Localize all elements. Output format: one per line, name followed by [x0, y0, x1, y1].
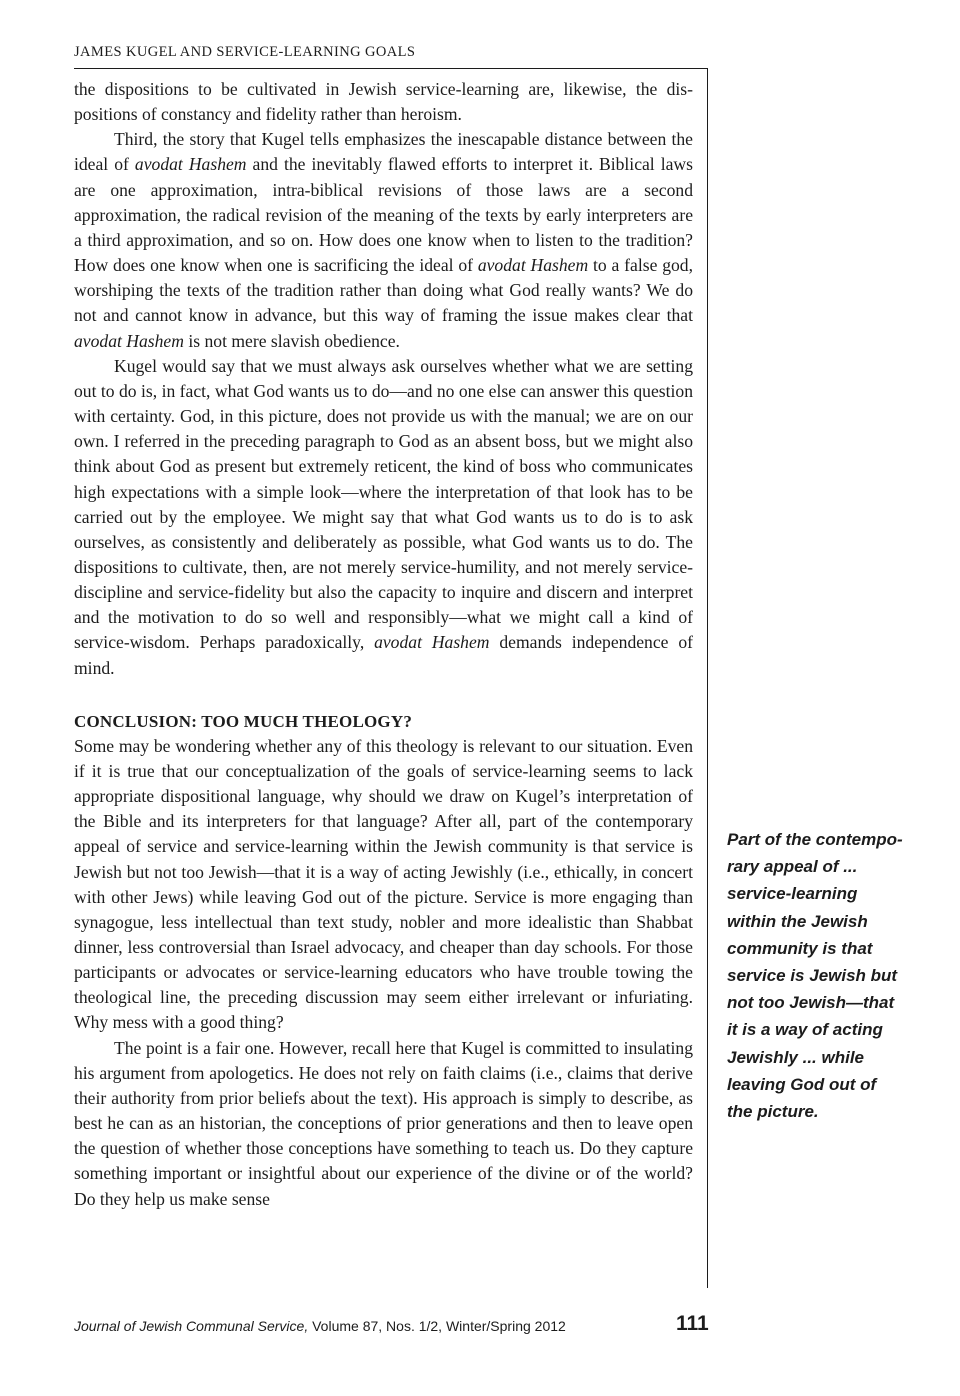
text-run: to a false god, worshiping the texts of the tradition rather than doing what God really wants? We do not and cannot know in advance, but this way of framing the issue makes clear that — [74, 255, 693, 326]
text-run: demands independence of mind. — [74, 632, 693, 678]
top-rule — [74, 68, 708, 69]
text-run: Third, the story that Kugel tells emphasizes the inescapable distance between the ideal of — [74, 129, 693, 175]
page-number: 111 — [676, 1312, 709, 1335]
text-run: is not mere slavish obedience. — [183, 330, 400, 351]
paragraph — [74, 127, 693, 353]
body-column — [74, 77, 693, 1212]
pull-quote: Part of the contemporary appeal of ... service-learning within the Jewish community is that service is Jewish but not too Jewish—that it is a way of acting Jewishly ... while leaving God out of the picture. — [727, 830, 903, 1122]
paragraph — [74, 77, 693, 127]
paragraph — [74, 1036, 693, 1212]
section-gap — [74, 681, 693, 709]
section-heading: CONCLUSION: TOO MUCH THEOLOGY? — [74, 711, 413, 731]
text-run: the dispositions to be cultivated in Jewish service-learning are, likewise, the dispositions of constancy and fidelity rather than heroism. — [74, 79, 693, 125]
footer-issue: Volume 87, Nos. 1/2, Winter/Spring 2012 — [308, 1318, 566, 1334]
italic-term: avodat Hashem — [477, 255, 589, 276]
running-head: JAMES KUGEL AND SERVICE-LEARNING GOALS — [74, 44, 416, 60]
text-run: Kugel would say that we must always ask ourselves whether what we are setting out to do is, in fact, what God wants us to do—and no one else can answer this question with certainty. God, in this picture, does not provide us with the manual; we are on our own. I referred in the preceding paragraph to God as an absent boss, but we might also think about God as present but extremely reticent, the kind of boss who communicates high expectations with a simple look—where the interpretation of that look has to be carried out by the employee. We might say that what God wants us to do is to ask ourselves, as consistently and deliberately as possible, what God wants us to do. The dispositions to cultivate, then, are not merely service-humility, and not merely service-discipline and service-fidelity but also the capacity to inquire and discern and interpret and the motivation to do so well and responsibly—what we might call a kind of service-wisdom. Perhaps paradoxically, — [74, 355, 693, 653]
footer-journal-title: Journal of Jewish Communal Service, — [74, 1318, 309, 1334]
bottom-paragraphs — [74, 734, 693, 1212]
top-paragraphs — [74, 77, 693, 681]
paragraph — [74, 734, 693, 1036]
footer-citation — [74, 1318, 566, 1334]
text-run: The point is a fair one. However, recall here that Kugel is committed to insulating his argument from apologetics. He does not rely on faith claims (i.e., claims that derive their authority from prior beliefs about the text). His approach is simply to describe, as best he can as an historian, the conceptions of prior generations and then to leave open the question of whether those conceptions have something to teach us. Do they capture something important or insightful about our experience of the divine or of the world? Do they help us make sense — [74, 1037, 693, 1209]
paragraph — [74, 354, 693, 681]
italic-term: avodat Hashem — [134, 154, 247, 175]
side-rule — [707, 68, 708, 1288]
text-run: and the inevitably flawed efforts to interpret it. Biblical laws are one approximation, intra-biblical revisions of those laws are a second approximation, the radical revision of the meaning of the texts by early interpreters are a third approximation, and so on. How does one know when to listen to the tradition? How does one know when one is sacrificing the ideal of — [74, 154, 693, 276]
italic-term: avodat Hashem — [74, 330, 184, 351]
italic-term: avodat Hashem — [374, 632, 490, 653]
text-run: Some may be wondering whether any of this theology is relevant to our situation. Even if it is true that our conceptualization of the goals of service-learning seems to lack appropriate dispositional language, why should we draw on Kugel’s interpretation of the Bible and its interpreters for that language? After all, part of the contemporary appeal of service and service-learning within the Jewish community is that service is Jewish but not too Jewish—that it is a way of acting Jewishly (i.e., ethically, in concert with other Jews) while leaving God out of the picture. Service is more engaging than synagogue, less intellectual than text study, nobler and more idealistic than Shabbat dinner, less controversial than Israel advocacy, and cheaper than day schools. For those participants or advocates or service-learning educators who have trouble towing the theological line, the preceding discussion may seem either irrelevant or infuriating. Why mess with a good thing? — [74, 735, 693, 1033]
